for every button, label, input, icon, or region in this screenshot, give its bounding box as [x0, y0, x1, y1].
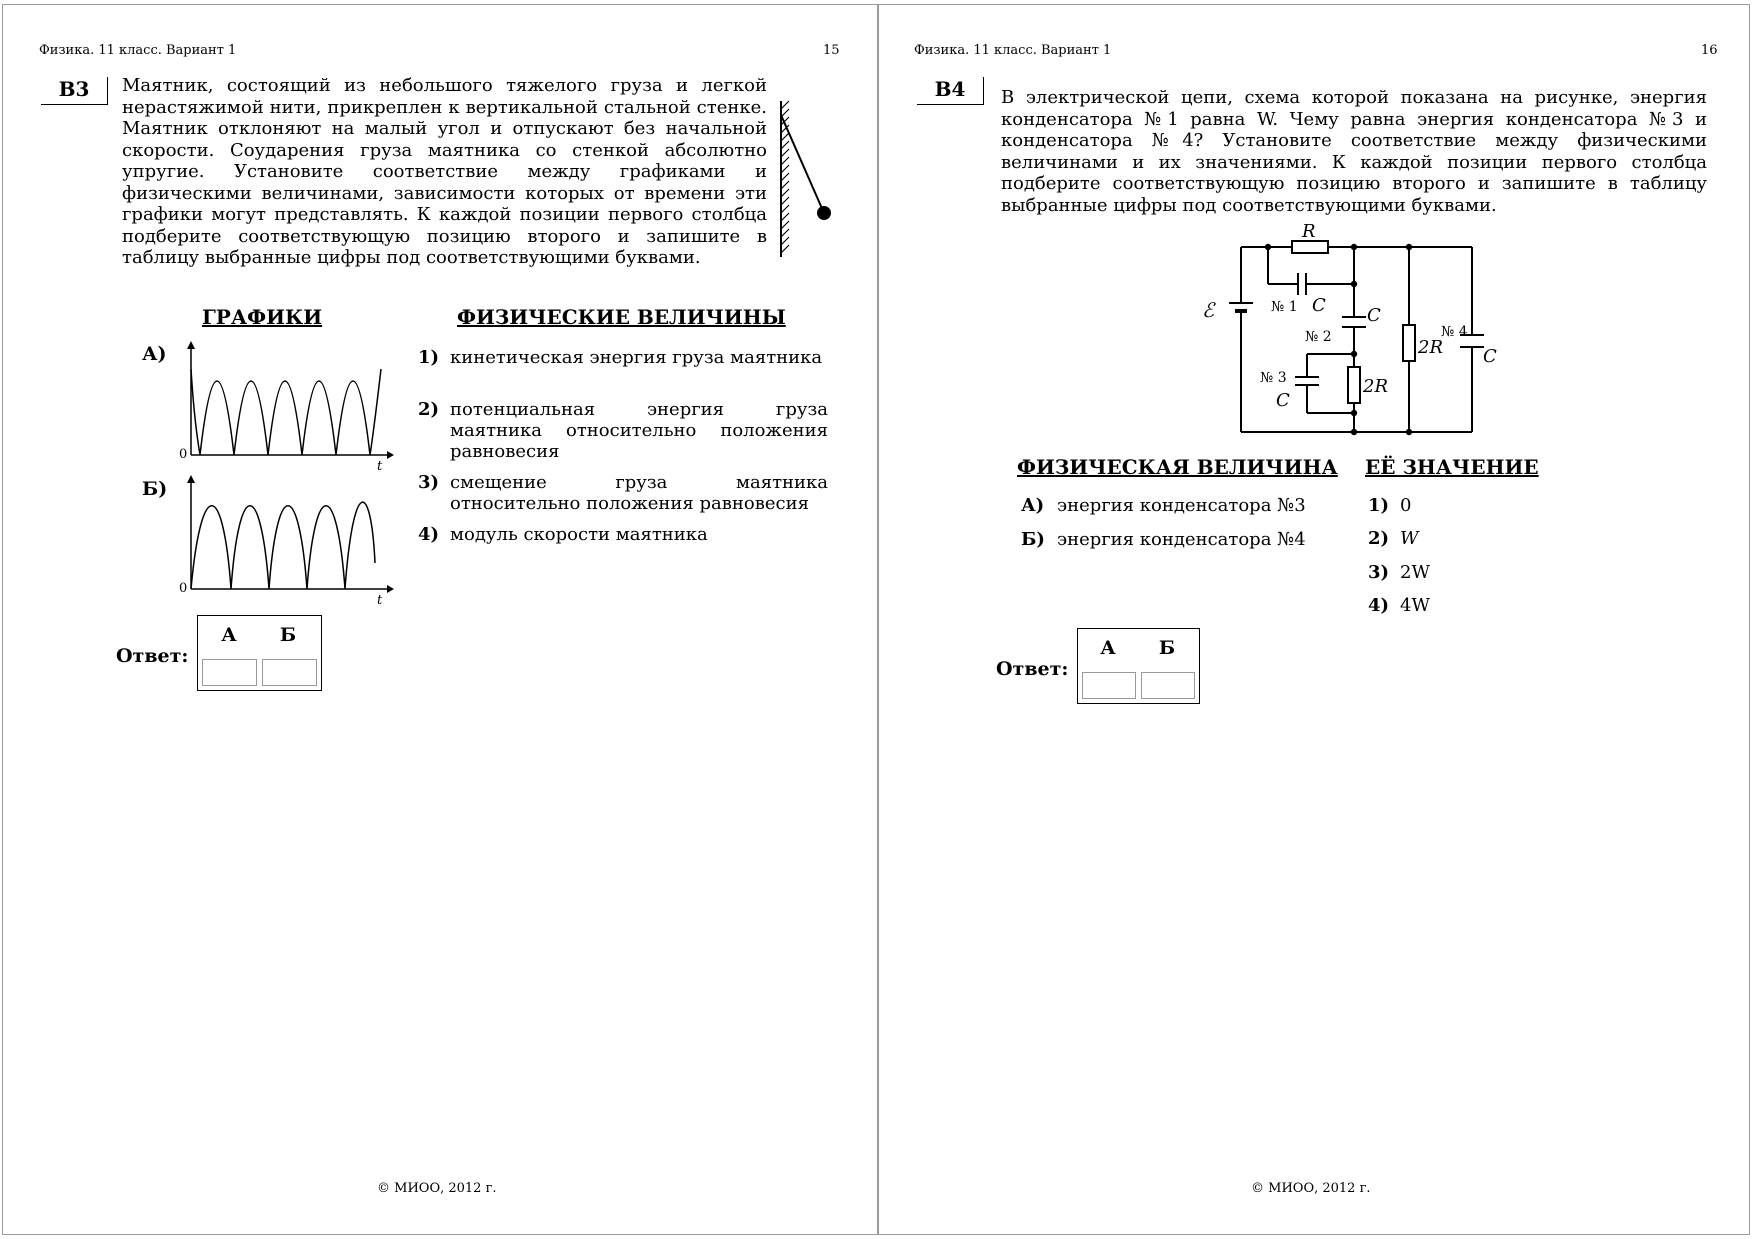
c2-label: C: [1367, 305, 1381, 326]
graph-a-origin: 0: [179, 447, 188, 462]
page-footer: © МИОО, 2012 г.: [1251, 1181, 1371, 1196]
option-3: 3) смещение груза маятника относительно положения равновесия: [418, 472, 828, 514]
c1-number-label: № 1: [1271, 299, 1298, 315]
pendulum-figure: [769, 97, 837, 267]
left-page: [2, 4, 878, 1235]
r-right-label: 2R: [1418, 337, 1444, 358]
graph-b-origin: 0: [179, 581, 188, 596]
graph-a-label: А): [142, 343, 167, 365]
value-1: 1) 0: [1368, 495, 1412, 516]
c3-number-label: № 3: [1260, 370, 1287, 386]
c3-label: C: [1276, 390, 1290, 411]
page-header: Физика. 11 класс. Вариант 1: [914, 43, 1112, 58]
page-footer: © МИОО, 2012 г.: [377, 1181, 497, 1196]
question-text: В электрической цепи, схема которой показана на рисунке, энергия конденсатора №1 равна W. Чему равна энергия конденсатора №3 и конденсатора №4? Установите соответствие между физическими величинами и их значениями. К каждой позиции первого столбца подберите соответствующую позицию второго и запишите в таблицу выбранные цифры под соответствующими буквами.: [1001, 87, 1707, 216]
page-number: 15: [823, 43, 840, 58]
option-4: 4) модуль скорости маятника: [418, 524, 708, 545]
answer-cell-b[interactable]: [262, 659, 317, 686]
answer-cell-b[interactable]: [1141, 672, 1195, 699]
r-top-label: R: [1302, 221, 1316, 242]
emf-label: ℰ: [1202, 298, 1215, 322]
r-mid-label: 2R: [1363, 376, 1389, 397]
question-label: В4: [917, 77, 984, 105]
graphs-heading: ГРАФИКИ: [202, 305, 323, 329]
page-header: Физика. 11 класс. Вариант 1: [39, 43, 237, 58]
answer-label: Ответ:: [116, 645, 189, 667]
graph-a: [173, 339, 393, 474]
answer-col-b: Б: [1158, 637, 1176, 659]
question-label: В3: [41, 77, 108, 105]
right-page: [878, 4, 1750, 1235]
answer-col-a: А: [1100, 637, 1116, 659]
answer-col-b: Б: [279, 624, 297, 646]
graph-b-label: Б): [142, 478, 168, 500]
answer-col-a: А: [221, 624, 237, 646]
graph-b-axis: t: [377, 593, 383, 608]
c2-number-label: № 2: [1305, 329, 1332, 345]
answer-table: [1077, 628, 1200, 704]
answer-label: Ответ:: [996, 658, 1069, 680]
option-1: 1) кинетическая энергия груза маятника: [418, 347, 823, 368]
answer-table: [197, 615, 322, 691]
answer-cell-a[interactable]: [1082, 672, 1136, 699]
page-number: 16: [1701, 43, 1718, 58]
c4-number-label: № 4: [1441, 324, 1468, 340]
circuit-diagram: [1177, 211, 1497, 441]
graph-a-axis: t: [377, 459, 383, 474]
answer-cell-a[interactable]: [202, 659, 257, 686]
quantity-a: А) энергия конденсатора №3: [1021, 495, 1306, 516]
graph-b: [173, 473, 393, 608]
quantities-heading: ФИЗИЧЕСКИЕ ВЕЛИЧИНЫ: [457, 305, 786, 329]
option-2: 2) потенциальная энергия груза маятника относительно положения равновесия: [418, 399, 828, 462]
quantity-heading: ФИЗИЧЕСКАЯ ВЕЛИЧИНА: [1017, 455, 1338, 479]
question-text: Маятник, состоящий из небольшого тяжелого груза и легкой нерастяжимой нити, прикреплен к вертикальной стальной стенке. Маятник отклоняют на малый угол и отпускают без начальной скорости. Соударения груза маятника со стенкой абсолютно упругие. Установите соответствие между графиками и физическими величинами, зависимости которых от времени эти графики могут представлять. К каждой позиции первого столбца подберите соответствующую позицию второго и запишите в таблицу выбранные цифры под соответствующими буквами.: [122, 75, 767, 268]
value-2: 2) W: [1368, 528, 1419, 549]
c4-label: C: [1483, 346, 1497, 367]
quantity-b: Б) энергия конденсатора №4: [1021, 529, 1306, 550]
value-4: 4) 4W: [1368, 595, 1430, 616]
value-3: 3) 2W: [1368, 562, 1430, 583]
value-heading: ЕЁ ЗНАЧЕНИЕ: [1365, 455, 1539, 479]
c1-label: C: [1312, 295, 1326, 316]
